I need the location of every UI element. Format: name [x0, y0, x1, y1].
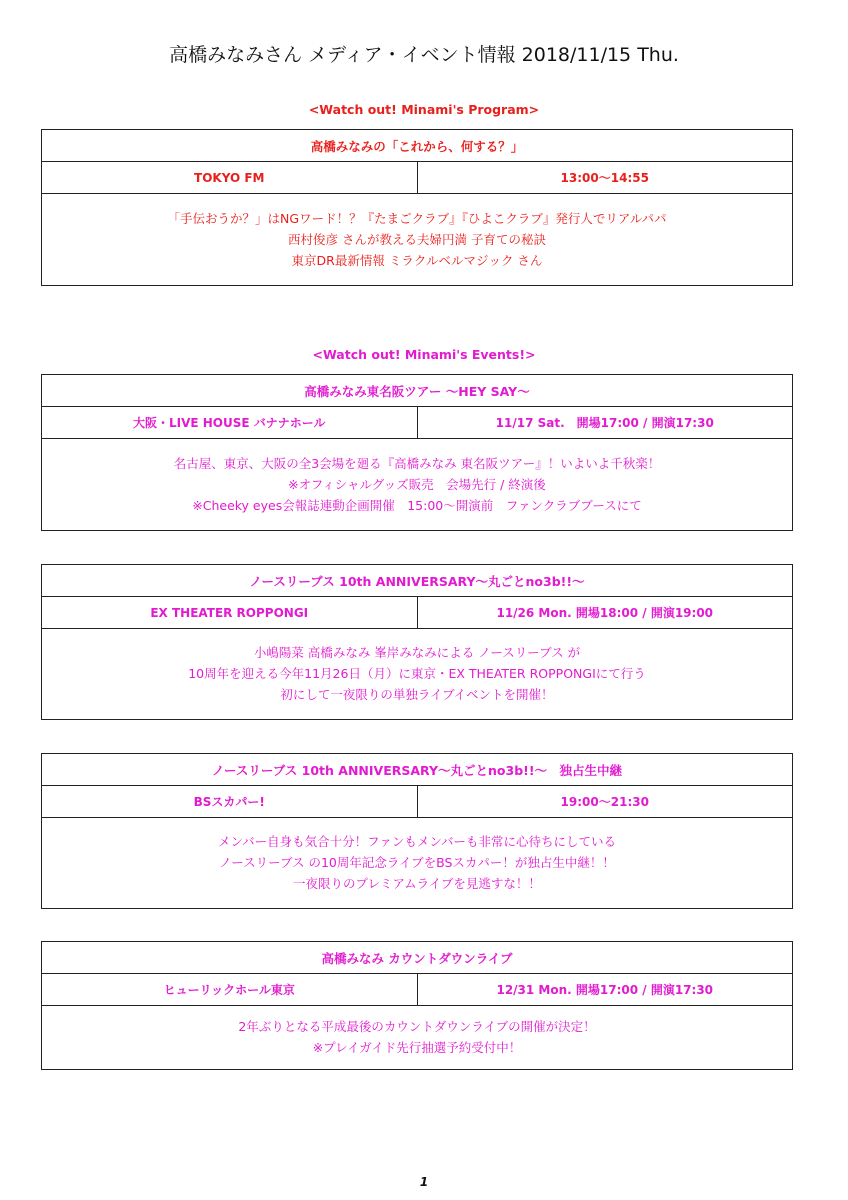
description-line: 10周年を迎える今年11月26日（月）に東京・EX THEATER ROPPONGIにて行う	[188, 666, 646, 681]
description-line: 「手伝おうか？」はNGワード！？『たまごクラブ』『ひよこクラブ』発行人でリアルパパ	[167, 210, 667, 226]
event-card-anniversary	[41, 564, 793, 720]
event-meta-row	[42, 407, 792, 439]
description-line: ※オフィシャルグッズ販売 会場先行 / 終演後	[288, 476, 546, 492]
description-line: 初にして一夜限りの単独ライブイベントを開催！	[280, 687, 554, 702]
event-card-countdown	[41, 941, 793, 1070]
event-description	[42, 1006, 792, 1068]
event-card-broadcast	[41, 753, 793, 909]
event-venue: BSスカパー!	[42, 786, 418, 817]
description-line: 名古屋、東京、大阪の全3会場を廻る『高橋みなみ 東名阪ツアー』！いよいよ千秋楽！	[173, 455, 661, 471]
event-venue: ヒューリックホール東京	[42, 974, 418, 1005]
description-line: 2年ぶりとなる平成最後のカウントダウンライブの開催が決定！	[238, 1019, 596, 1034]
event-description	[42, 818, 792, 907]
page-title: 高橋みなみさん メディア・イベント情報 2018/11/15 Thu.	[169, 44, 679, 66]
program-description	[42, 194, 792, 284]
description-line: 西村俊彦 さんが教える夫婦円満 子育ての秘訣	[288, 231, 546, 247]
event-time: 19:00～21:30	[560, 795, 649, 809]
event-time: 11/17 Sat. 開場17:00 / 開演17:30	[495, 416, 714, 430]
event-description	[42, 629, 792, 718]
event-title: 高橋みなみ東名阪ツアー ～HEY SAY～	[42, 375, 792, 407]
program-section-heading: <Watch out! Minami's Program>	[308, 102, 540, 117]
event-meta-row	[42, 786, 792, 818]
program-venue: TOKYO FM	[42, 162, 418, 193]
description-line: ※プレイガイド先行抽選予約受付中！	[312, 1040, 522, 1055]
event-venue: EX THEATER ROPPONGI	[42, 597, 418, 628]
program-time: 13:00～14:55	[560, 171, 649, 185]
event-meta-row	[42, 597, 792, 629]
event-card-tour	[41, 374, 793, 531]
description-line: 小嶋陽菜 高橋みなみ 峯岸みなみによる ノースリーブス が	[253, 645, 581, 660]
description-line: 一夜限りのプレミアムライブを見逃すな！！	[293, 876, 541, 891]
page-number: 1	[419, 1175, 429, 1189]
description-line: ノースリーブス の10周年記念ライブをBSスカパー！が独占生中継！！	[219, 855, 615, 870]
program-meta-row	[42, 162, 792, 194]
program-title: 高橋みなみの「これから、何する？」	[42, 130, 792, 162]
description-line: ※Cheeky eyes会報誌連動企画開催 15:00～開演前 ファンクラブブースにて	[192, 497, 642, 513]
description-line: メンバー自身も気合十分！ファンもメンバーも非常に心待ちにしている	[217, 834, 616, 849]
description-line: 東京DR最新情報 ミラクルベルマジック さん	[291, 252, 543, 268]
event-title: ノースリーブス 10th ANNIVERSARY～丸ごとno3b!!～ 独占生中継	[42, 754, 792, 786]
event-title: ノースリーブス 10th ANNIVERSARY～丸ごとno3b!!～	[42, 565, 792, 597]
event-description	[42, 439, 792, 529]
event-venue: 大阪・LIVE HOUSE バナナホール	[42, 407, 418, 438]
event-time: 12/31 Mon. 開場17:00 / 開演17:30	[496, 983, 714, 997]
event-time: 11/26 Mon. 開場18:00 / 開演19:00	[496, 606, 714, 620]
program-card	[41, 129, 793, 286]
events-section-heading: <Watch out! Minami's Events!>	[312, 347, 536, 362]
event-meta-row	[42, 974, 792, 1006]
event-title: 高橋みなみ カウントダウンライブ	[42, 942, 792, 974]
